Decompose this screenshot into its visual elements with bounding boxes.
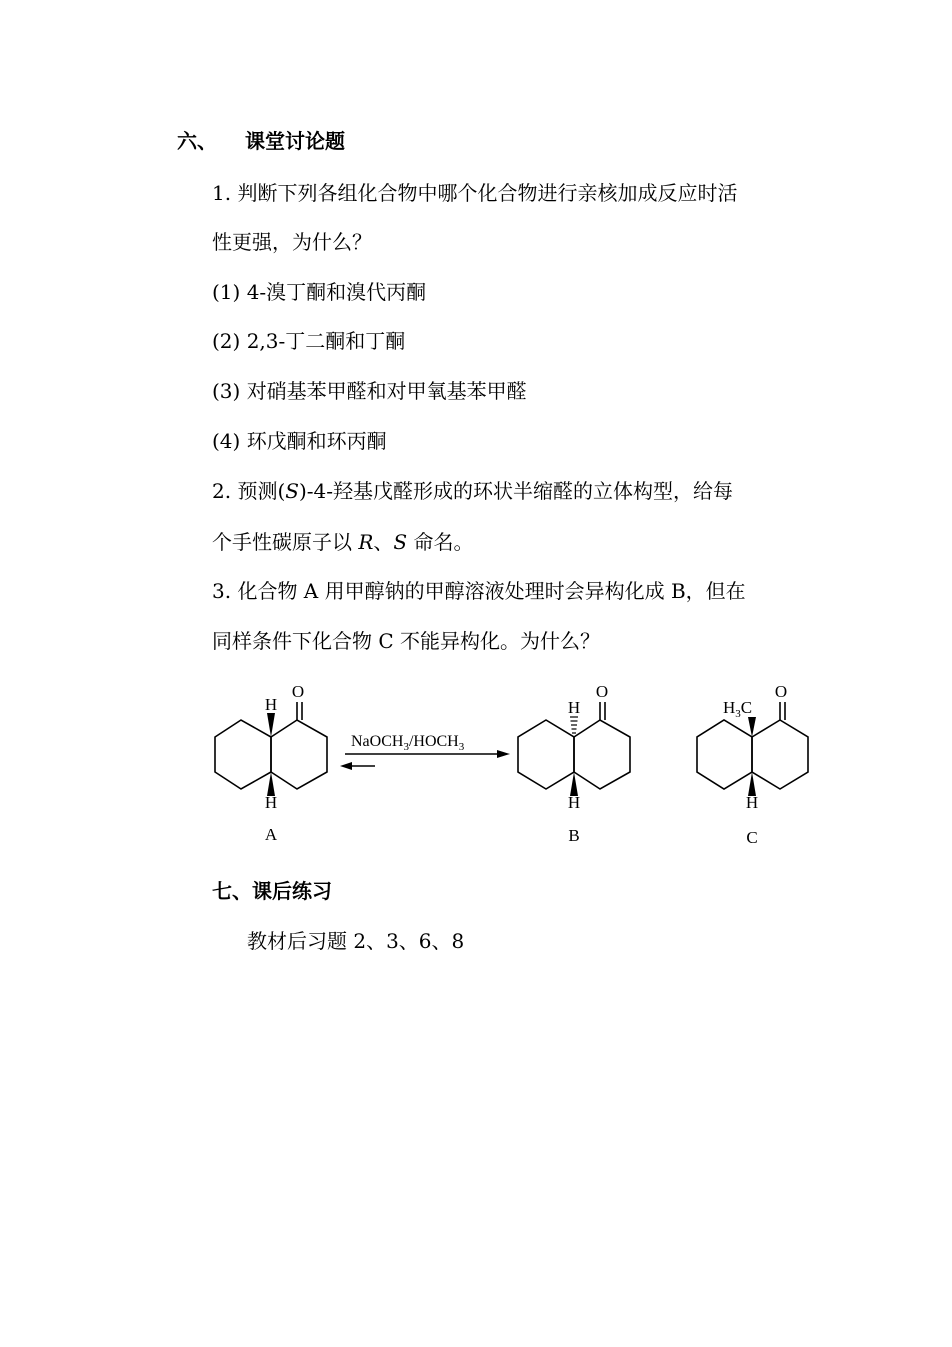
reagent-label: $NaOCH_3/HOCH_3$ [351, 733, 465, 753]
question-1-line-2: 性更强，为什么？ [212, 230, 372, 254]
q2-text-b: )-4-羟基戊醛形成的环状半缩醛的立体构型，给每 [298, 479, 733, 503]
q2-config-s: S [285, 479, 299, 503]
compound-c-methyl: $H_3C$ [723, 698, 753, 720]
compound-a-label: A [264, 825, 278, 844]
compound-b-h-top: H [567, 698, 581, 717]
question-1-item-2: (2) 2,3-丁二酮和丁酮 [212, 329, 406, 353]
compound-c-wedge-top [748, 717, 756, 737]
section-6-number: 六、 [177, 129, 217, 153]
compound-b-h-bottom: H [567, 793, 581, 812]
question-3-line-2: 同样条件下化合物 C 不能异构化。为什么？ [212, 629, 601, 653]
q2-config-r: R [358, 530, 374, 554]
compound-b-oxygen: O [595, 682, 609, 701]
compound-a-wedge-top [267, 713, 275, 737]
compound-a-oxygen: O [291, 682, 305, 701]
question-3-line-1: 3. 化合物 A 用甲醇钠的甲醇溶液处理时会异构化成 B，但在 [212, 579, 746, 603]
compound-b-label: B [568, 826, 580, 845]
q2-text-a: 2. 预测( [212, 479, 286, 503]
compound-b-hash-bond [570, 717, 578, 733]
compound-c-oxygen: O [774, 682, 788, 701]
question-1-item-3: (3) 对硝基苯甲醛和对甲氧基苯甲醛 [212, 379, 527, 403]
question-1-item-4: (4) 环戊酮和环丙酮 [212, 429, 387, 453]
question-1-item-1: (1) 4-溴丁酮和溴代丙酮 [212, 280, 427, 304]
compound-c-label: C [746, 828, 758, 847]
homework-text: 教材后习题 2、3、6、8 [247, 929, 465, 953]
q2-text-d: 、 [373, 530, 394, 554]
question-1-line-1: 1. 判断下列各组化合物中哪个化合物进行亲核加成反应时活 [212, 181, 738, 205]
compound-c-h-bottom: H [745, 793, 759, 812]
section-7-title: 七、课后练习 [212, 879, 332, 903]
compound-a-h-bottom: H [264, 793, 278, 812]
q2-text-c: 个手性碳原子以 [212, 530, 359, 554]
q2-config-s2: S [393, 530, 408, 554]
compound-a-h-top: H [264, 695, 278, 714]
section-6-title: 课堂讨论题 [245, 129, 345, 153]
q2-text-e: 命名。 [407, 530, 474, 554]
